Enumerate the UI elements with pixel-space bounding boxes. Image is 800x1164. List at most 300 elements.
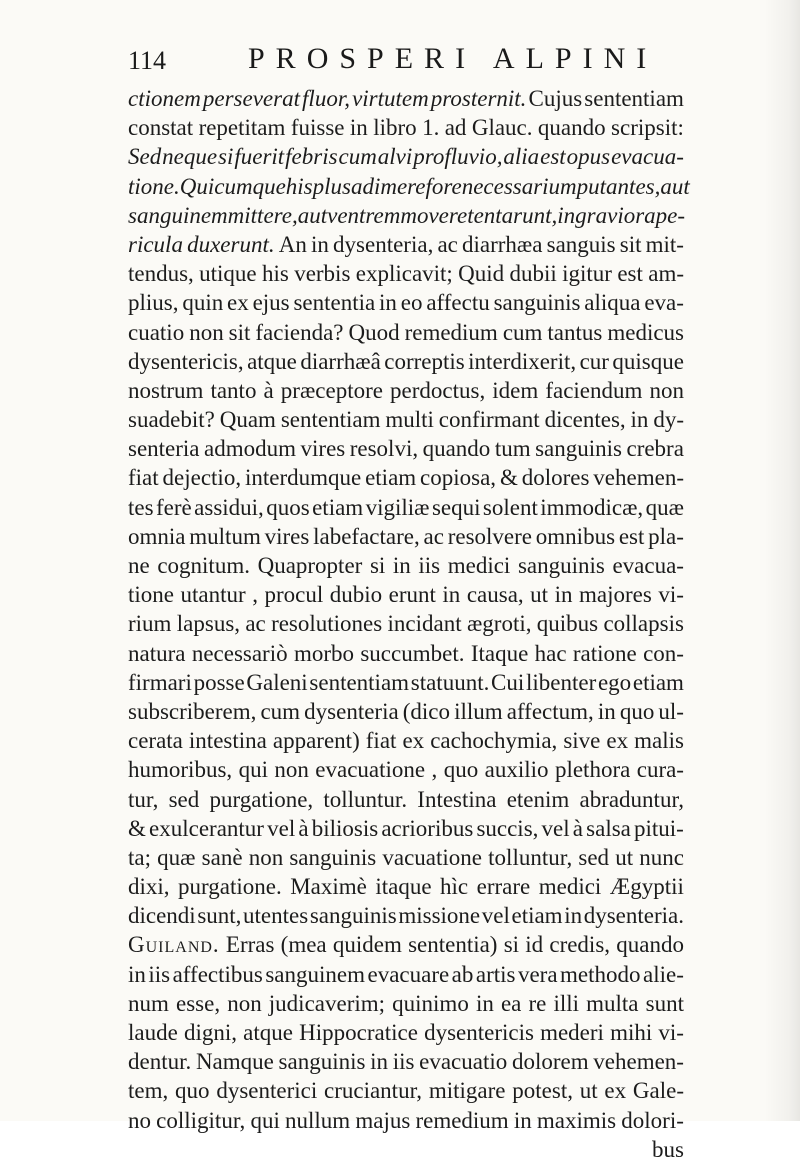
text-line	[128, 113, 684, 142]
text-line	[128, 668, 684, 697]
word: ex	[227, 290, 249, 316]
text-line	[128, 551, 684, 580]
word: non	[189, 319, 224, 345]
word: tum	[494, 436, 531, 462]
page-gutter-shadow	[764, 0, 800, 1121]
word: judicaverim;	[268, 990, 386, 1016]
text-line	[128, 376, 684, 405]
word: evacuare	[367, 961, 450, 987]
text-line	[128, 639, 684, 668]
word: Intestina	[417, 786, 497, 812]
word: affectum,	[506, 698, 594, 724]
word: dentur.	[128, 1049, 192, 1075]
word: non	[227, 990, 262, 1016]
word: si	[218, 144, 234, 170]
word: sed	[168, 786, 200, 812]
word: succumbet.	[360, 640, 465, 666]
word: malis	[634, 728, 684, 754]
word: dolori-	[621, 1107, 684, 1133]
word: sed	[578, 844, 610, 870]
word: diarrhæâ	[300, 348, 381, 374]
word: præceptore	[280, 377, 383, 403]
word: sanè	[201, 844, 243, 870]
word: intestina	[188, 728, 267, 754]
word: quando	[537, 115, 606, 141]
word: confirmant	[438, 407, 540, 433]
word: Itaque	[470, 640, 529, 666]
word: statuunt.	[410, 669, 490, 695]
word: cognitum.	[157, 553, 250, 578]
word: qui	[250, 1107, 280, 1133]
word: est	[540, 144, 566, 170]
word: ab	[451, 961, 474, 987]
word: mitigare	[428, 1078, 506, 1104]
word: in	[564, 903, 583, 929]
text-line	[128, 1135, 684, 1164]
word: non	[274, 757, 309, 783]
word: sit	[619, 231, 642, 257]
word: num	[128, 990, 169, 1016]
word: majores	[578, 582, 652, 608]
text-line	[128, 1076, 684, 1105]
word: pitui-	[634, 815, 684, 841]
word: mittere,	[227, 202, 298, 228]
word: crebra	[626, 436, 684, 462]
text-line	[128, 1047, 684, 1076]
text-line	[128, 434, 684, 463]
word: ratione	[572, 640, 637, 666]
word: vires	[300, 436, 346, 462]
word: vel	[267, 815, 296, 841]
word: laude	[128, 1020, 178, 1045]
word: pe-	[655, 202, 686, 228]
word: scripsit:	[611, 115, 684, 141]
word: potest,	[512, 1078, 573, 1104]
word: qui	[238, 757, 268, 783]
text-line	[128, 843, 684, 872]
word: 1.	[422, 115, 440, 141]
word: ægroti,	[466, 611, 532, 637]
word: atque	[247, 348, 297, 374]
word: aut	[297, 202, 328, 228]
word: sunt	[645, 990, 684, 1016]
text-line	[128, 609, 684, 638]
word: prosternit.	[430, 86, 527, 111]
word: quando	[422, 436, 491, 462]
word: vigiliæ	[365, 494, 430, 520]
word: dysenteria.	[583, 903, 684, 929]
word: vacuatione	[382, 844, 483, 870]
word: in	[311, 231, 329, 257]
text-line	[128, 142, 684, 171]
word: interdixerit,	[468, 348, 577, 374]
word: etiam	[312, 494, 364, 520]
word: in	[442, 582, 461, 608]
word: sanguinem	[265, 961, 365, 987]
word: esse,	[176, 990, 221, 1016]
word: Quapropter	[257, 553, 363, 578]
word: mihi	[610, 1020, 653, 1045]
word: explicavit;	[355, 261, 453, 287]
text-line	[128, 1106, 684, 1135]
word: multi	[385, 407, 434, 433]
word: evacua-	[612, 553, 684, 578]
word: idem	[492, 377, 539, 403]
word: dolores	[521, 465, 590, 491]
word: tem,	[128, 1078, 169, 1104]
word: nostrum	[128, 377, 204, 403]
word: sanguinis	[517, 553, 605, 578]
word: senteria	[128, 436, 200, 462]
word: dysenteria,	[333, 231, 434, 257]
word: exulcerantur	[149, 815, 264, 841]
word: missione	[398, 903, 481, 929]
word: iis	[148, 961, 171, 987]
word: dysentericis,	[128, 348, 244, 374]
word: neque	[162, 144, 218, 170]
word: eo	[400, 290, 423, 316]
text-line	[128, 960, 684, 989]
word: plethora	[554, 757, 631, 783]
word: ac	[245, 611, 266, 637]
word: Quicumque	[179, 173, 286, 199]
word: alvi	[377, 144, 413, 170]
word: quos	[266, 494, 310, 520]
word: ea	[500, 990, 522, 1016]
word: perseverat	[202, 86, 300, 111]
word: opus	[566, 144, 611, 170]
word: dysentericis	[424, 1020, 534, 1045]
word: Cujus	[528, 86, 583, 111]
word: multa	[586, 990, 639, 1016]
word: colligitur,	[156, 1107, 246, 1133]
word: humoribus,	[128, 757, 233, 783]
body-text	[128, 84, 690, 1164]
word: affectu	[426, 290, 490, 316]
word: cura-	[636, 757, 684, 783]
word: no	[128, 1107, 151, 1133]
word: cum	[502, 319, 543, 345]
word: ex	[604, 1078, 627, 1104]
word: dysenterici	[216, 1078, 318, 1104]
word: necessarium	[461, 173, 577, 199]
text-line	[128, 230, 684, 259]
word: medici	[447, 553, 511, 578]
word: hac	[534, 640, 567, 666]
word: Quid	[458, 261, 505, 287]
word: diarrhæa	[462, 231, 543, 257]
word: dejectio,	[162, 465, 242, 491]
word: dicendi	[128, 903, 196, 929]
word: putantes,	[576, 173, 661, 199]
word: firmari	[128, 669, 192, 695]
word: purgatione.	[178, 874, 282, 900]
word: omnibus	[535, 523, 616, 549]
text-line	[128, 522, 684, 551]
word: quæ	[157, 844, 196, 870]
word: illum	[454, 698, 503, 724]
word: his	[262, 261, 289, 287]
word: quo	[619, 698, 655, 724]
word: Guiland.	[128, 932, 220, 958]
word: Sed	[128, 144, 162, 170]
word: tur,	[128, 786, 159, 812]
word: pla-	[648, 523, 684, 549]
word: in	[597, 698, 616, 724]
text-line	[128, 201, 684, 230]
word: plus	[312, 173, 351, 199]
word: ul-	[658, 698, 684, 724]
word: cur	[579, 348, 609, 374]
word: suadebit?	[128, 407, 215, 433]
word: con-	[643, 640, 684, 666]
word: sanguinis	[309, 903, 397, 929]
word: ego	[597, 669, 632, 695]
word: labefactare,	[313, 523, 420, 549]
word: in	[128, 961, 146, 987]
text-line	[128, 259, 684, 288]
word: Gale-	[632, 1078, 684, 1104]
word: dysenteria	[304, 698, 399, 724]
word: eva-	[644, 290, 684, 316]
word: ne	[128, 553, 150, 578]
word: apparent)	[272, 728, 360, 754]
word: succis,	[476, 815, 539, 841]
word: causa,	[466, 582, 524, 608]
word: sequi	[431, 494, 481, 520]
word: in	[475, 990, 494, 1016]
word: sanguinis	[289, 844, 377, 870]
word: assidui,	[194, 494, 264, 520]
word: cruciantur,	[324, 1078, 423, 1104]
word: id	[525, 932, 544, 958]
running-title: PROSPERI ALPINI	[248, 42, 658, 75]
word: ctionem	[128, 86, 201, 111]
word: iis	[392, 1049, 415, 1075]
word: maximis	[536, 1107, 617, 1133]
word: rium	[128, 611, 172, 637]
text-line	[128, 405, 684, 434]
text-line	[128, 1018, 684, 1047]
word: Quam	[219, 407, 276, 433]
word: tione.	[128, 173, 180, 199]
word: am-	[648, 261, 684, 287]
word: aliqua	[584, 290, 641, 316]
text-line	[128, 814, 684, 843]
word: sententiam	[309, 669, 410, 695]
word: etiam	[511, 903, 563, 929]
word: bus	[652, 1136, 684, 1162]
word: tione	[128, 582, 174, 608]
text-line	[128, 493, 684, 522]
word: sententiam	[280, 407, 381, 433]
word: facienda?	[255, 319, 344, 345]
word: immodicæ,	[540, 494, 644, 520]
page-number: 114	[128, 46, 167, 75]
word: utentes	[243, 903, 309, 929]
word: dicentes,	[544, 407, 626, 433]
word: lapsus,	[176, 611, 241, 637]
word: ex	[606, 728, 629, 754]
word: quo	[175, 1078, 210, 1104]
word: sententiam	[584, 86, 684, 111]
word: Cui	[491, 669, 525, 695]
word: methodo	[560, 961, 641, 987]
word: auxilio	[484, 757, 549, 783]
word: artis	[475, 961, 516, 987]
word: repetitam	[198, 115, 286, 141]
word: plius,	[128, 290, 179, 316]
word: fuerit	[234, 144, 285, 170]
word: ad	[444, 115, 467, 141]
word: omnia	[128, 523, 186, 549]
word: Erras	[225, 932, 275, 958]
word: aut	[660, 173, 690, 199]
word: multum	[189, 523, 261, 549]
word: sunt,	[197, 903, 242, 929]
word: dy-	[653, 407, 684, 433]
word: dubio	[329, 582, 383, 608]
word: cuatio	[128, 319, 185, 345]
text-line	[128, 930, 684, 959]
word: est	[617, 261, 643, 287]
word: Quod	[348, 319, 400, 345]
word: medici	[538, 874, 602, 900]
word: in	[513, 1107, 532, 1133]
word: adimere	[350, 173, 426, 199]
word: sive	[563, 728, 601, 754]
word: alia	[503, 144, 540, 170]
word: ac	[437, 231, 458, 257]
word: quinimo	[392, 990, 469, 1016]
word: ricula	[128, 231, 183, 257]
word: errare	[476, 874, 531, 900]
text-line	[128, 901, 684, 930]
word: credis,	[549, 932, 611, 958]
word: à	[572, 815, 584, 841]
word: vehemen-	[593, 1049, 684, 1075]
word: vi-	[658, 582, 684, 608]
word: interdumque	[244, 465, 362, 491]
word: illi	[553, 990, 580, 1016]
text-line	[128, 785, 684, 814]
word: ,	[252, 582, 258, 608]
word: utantur	[180, 582, 246, 608]
word: natura	[128, 640, 186, 666]
word: etiam	[365, 465, 417, 491]
word: acrioribus	[381, 815, 474, 841]
word: constat	[128, 115, 194, 141]
word: in	[349, 115, 368, 141]
word: igitur	[562, 261, 612, 287]
word: vel	[481, 903, 510, 929]
word: medicus	[607, 319, 684, 345]
word: nunc	[639, 844, 684, 870]
word: (mea	[280, 932, 327, 958]
text-line	[128, 84, 684, 113]
word: vera	[517, 961, 558, 987]
word: tes	[128, 494, 154, 520]
word: graviora	[575, 202, 656, 228]
word: fuisse	[290, 115, 345, 141]
word: necessariò	[191, 640, 288, 666]
text-line	[128, 172, 690, 201]
word: morbo	[293, 640, 355, 666]
word: cum	[338, 144, 377, 170]
word: ut	[579, 1078, 598, 1104]
word: posse	[193, 669, 245, 695]
word: etiam	[632, 669, 684, 695]
word: atque	[243, 1020, 293, 1045]
word: si	[503, 932, 520, 958]
word: quæ	[645, 494, 684, 520]
word: &	[499, 465, 518, 491]
word: An	[278, 231, 307, 257]
word: fiat	[128, 465, 159, 491]
word: quisque	[612, 348, 684, 374]
word: fore	[425, 173, 462, 199]
word: collapsis	[603, 611, 684, 637]
word: libro	[373, 115, 417, 141]
word: in	[379, 290, 397, 316]
word: cum	[260, 698, 301, 724]
word: à	[298, 815, 309, 841]
word: nullum	[285, 1107, 351, 1133]
word: tanto	[210, 377, 257, 403]
word: cachochymia,	[430, 728, 558, 754]
word: subscriberem,	[128, 698, 257, 724]
word: in	[554, 582, 573, 608]
word: quidem	[332, 932, 402, 958]
word: sententia	[293, 290, 376, 316]
word: ta;	[128, 844, 151, 870]
word: itaque	[375, 874, 432, 900]
word: his	[285, 173, 313, 199]
word: tolluntur,	[488, 844, 573, 870]
word: Maximè	[290, 874, 367, 900]
word: si	[369, 553, 386, 578]
word: biliosis	[311, 815, 379, 841]
word: tendus,	[128, 261, 194, 287]
word: sententia)	[408, 932, 498, 958]
word: ventrem	[327, 202, 401, 228]
word: tentarunt,	[467, 202, 558, 228]
word: ferè	[155, 494, 192, 520]
word: profluvio,	[413, 144, 503, 170]
word: remedium	[415, 1107, 509, 1133]
word: non	[649, 377, 684, 403]
word: resolvi,	[349, 436, 419, 462]
word: quando	[616, 932, 684, 958]
word: in	[370, 1049, 389, 1075]
word: fluor,	[302, 86, 350, 111]
word: perdoctus,	[390, 377, 486, 403]
word: libenter	[525, 669, 597, 695]
word: in	[630, 407, 649, 433]
word: Hippocratice	[299, 1020, 418, 1045]
text-line	[128, 580, 684, 609]
word: majus	[355, 1107, 411, 1133]
word: (dico	[402, 698, 451, 724]
word: ejus	[252, 290, 290, 316]
word: copiosa,	[420, 465, 497, 491]
word: admodum	[204, 436, 297, 462]
word: resolvere	[447, 523, 533, 549]
word: vi-	[658, 1020, 684, 1045]
word: in	[557, 202, 576, 228]
text-line	[128, 318, 684, 347]
text-line	[128, 726, 684, 755]
